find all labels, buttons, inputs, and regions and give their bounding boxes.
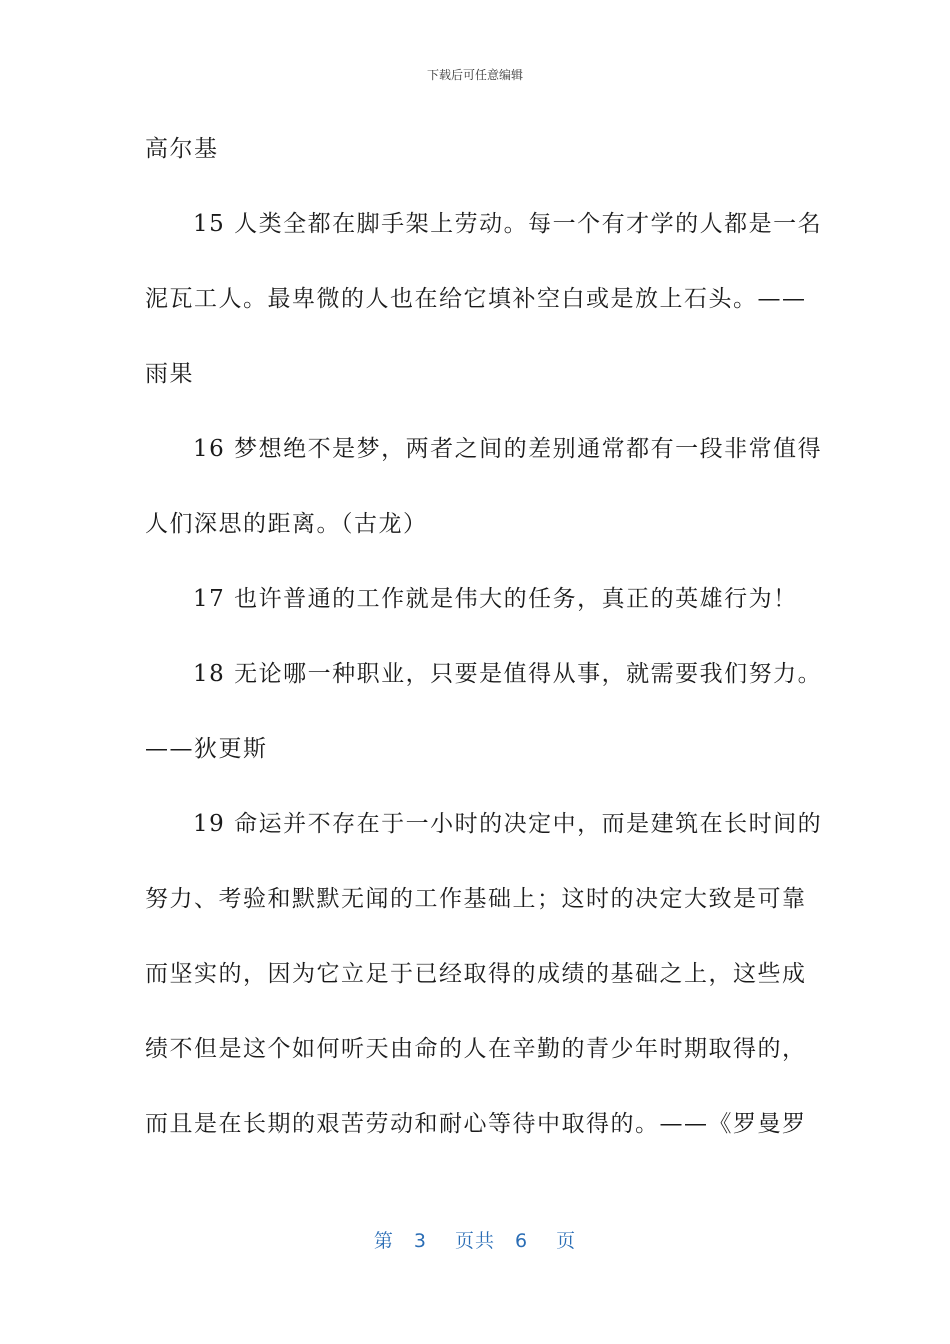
text-line: 15 人类全都在脚手架上劳动。每一个有才学的人都是一名 xyxy=(193,211,823,237)
text-line: 而坚实的，因为它立足于已经取得的成绩的基础之上，这些成 xyxy=(145,961,807,987)
text-line: ——狄更斯 xyxy=(145,736,268,762)
text-line: 18 无论哪一种职业，只要是值得从事，就需要我们努力。 xyxy=(193,661,823,687)
page-suffix: 页 xyxy=(556,1230,577,1252)
text-line: 而且是在长期的艰苦劳动和耐心等待中取得的。——《罗曼罗 xyxy=(145,1111,807,1137)
text-line: 19 命运并不存在于一小时的决定中，而是建筑在长时间的 xyxy=(193,811,823,837)
text-line: 17 也许普通的工作就是伟大的任务，真正的英雄行为！ xyxy=(193,586,798,612)
text-line: 人们深思的距离。（古龙） xyxy=(145,511,428,537)
text-line: 绩不但是这个如何听天由命的人在辛勤的青少年时期取得的， xyxy=(145,1036,807,1062)
page-mid: 页共 xyxy=(454,1230,495,1252)
current-page-number: 3 xyxy=(413,1230,427,1252)
text-line: 泥瓦工人。最卑微的人也在给它填补空白或是放上石头。—— xyxy=(145,286,807,312)
text-line: 高尔基 xyxy=(145,136,219,162)
page-header: 下载后可任意编辑 xyxy=(426,68,523,82)
text-line: 16 梦想绝不是梦，两者之间的差别通常都有一段非常值得 xyxy=(193,436,823,462)
text-line: 雨果 xyxy=(145,361,194,387)
page-footer xyxy=(0,1226,950,1253)
page-prefix: 第 xyxy=(373,1230,394,1252)
text-line: 努力、考验和默默无闻的工作基础上；这时的决定大致是可靠 xyxy=(145,886,807,912)
total-pages-number: 6 xyxy=(515,1230,529,1252)
